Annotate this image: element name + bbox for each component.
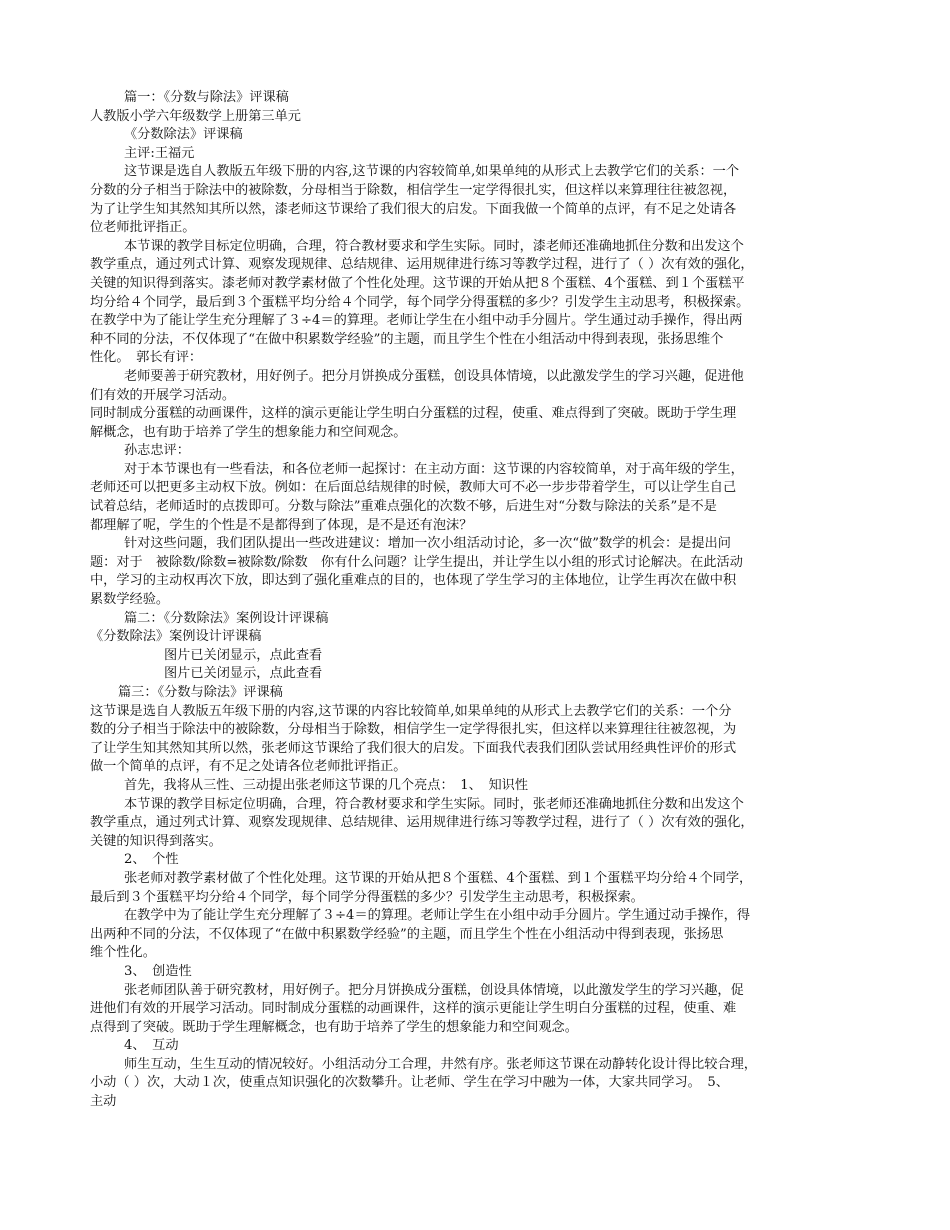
subheading: 4、 互动 xyxy=(124,1038,179,1054)
image-placeholder-link[interactable]: 图片已关闭显示，点此查看 xyxy=(164,666,323,682)
text-line: 针对这些问题，我们团队提出一些改进建议：增加一次小组活动讨论，多一次“做”数学的机会：是提出问 xyxy=(124,536,731,552)
text-line: 种不同的分法，不仅体现了“在做中积累数学经验”的主题，而且学生个性在小组活动中得到表现，张扬思维个 xyxy=(90,331,724,347)
text-line: 张老师对教学素材做了个性化处理。这节课的开始从把８个蛋糕、4个蛋糕、到１个蛋糕平均分给４个同学， xyxy=(124,870,753,886)
text-line: 累数学经验。 xyxy=(90,592,170,608)
text-line: 在教学中为了能让学生充分理解了３÷4＝的算理。老师让学生在小组中动手分圆片。学生通过动手操作，得出两 xyxy=(90,313,743,329)
text-line: 们有效的开展学习活动。 xyxy=(90,387,236,403)
text-line: 关键的知识得到落实。 xyxy=(90,833,222,849)
text-line: 这节课是选自人教版五年级下册的内容,这节课的内容较简单,如果单纯的从形式上去教学它们的关系：一个 xyxy=(124,164,740,180)
text-line: 孙志忠评： xyxy=(124,443,190,459)
text-line: 性化。 郭长有评： xyxy=(90,350,203,366)
text-line: 师生互动，生生互动的情况较好。小组活动分工合理，井然有序。张老师这节课在动静转化设计得比较合理， xyxy=(124,1056,757,1072)
text-line: 首先，我将从三性、三动提出张老师这节课的几个亮点： 1、 知识性 xyxy=(124,777,528,793)
text-line: 对于本节课也有一些看法，和各位老师一起探讨：在主动方面：这节课的内容较简单，对于高年级的学生， xyxy=(124,461,744,477)
text-line: 进他们有效的开展学习活动。同时制成分蛋糕的动画课件，这样的演示更能让学生明白分蛋糕的过程，使重、难 xyxy=(90,1001,737,1017)
text-line: 老师还可以把更多主动权下放。例如：在后面总结规律的时候，教师大可不必一步步带着学生，可以让学生自己 xyxy=(90,480,737,496)
text-line: 为了让学生知其然知其所以然，漆老师这节课给了我们很大的启发。下面我做一个简单的点评，有不足之处请各 xyxy=(90,201,737,217)
text-line: 关键的知识得到落实。漆老师对教学素材做了个性化处理。这节课的开始从把８个蛋糕、4个蛋糕、到１个蛋糕平 xyxy=(90,275,745,291)
text-line: 人教版小学六年级数学上册第三单元 xyxy=(90,108,301,124)
text-line: 本节课的教学目标定位明确，合理，符合教材要求和学生实际。同时，张老师还准确地抓住分数和出发这个 xyxy=(124,796,744,812)
section-heading: 篇三：《分数与除法》评课稿 xyxy=(118,685,283,700)
subheading: 2、 个性 xyxy=(124,852,179,868)
text-line: 都理解了呢，学生的个性是不是都得到了体现，是不是还有泡沫？ xyxy=(90,517,473,533)
text-line: 位老师批评指正。 xyxy=(90,220,196,236)
text-line: 主动 xyxy=(90,1094,117,1110)
text-line: 本节课的教学目标定位明确，合理，符合教材要求和学生实际。同时，漆老师还准确地抓住分数和出发这个 xyxy=(124,238,744,254)
subheading: 3、 创造性 xyxy=(124,963,192,979)
text-line: 维个性化。 xyxy=(90,945,156,961)
section-heading: 篇二：《分数除法》案例设计评课稿 xyxy=(124,610,329,626)
text-line: 小动（ ）次，大动１次，使重点知识强化的次数攀升。让老师、学生在学习中融为一体，大家共同学习。 5、 xyxy=(90,1075,729,1091)
text-line: 主评:王福元 xyxy=(124,145,195,161)
section-heading: 篇一：《分数与除法》评课稿 xyxy=(124,90,289,105)
text-line: 同时制成分蛋糕的动画课件，这样的演示更能让学生明白分蛋糕的过程，使重、难点得到了突破。既助于学生理 xyxy=(90,406,737,422)
text-line: 点得到了突破。既助于学生理解概念，也有助于培养了学生的想象能力和空间观念。 xyxy=(90,1019,578,1035)
text-line: 教学重点，通过列式计算、观察发现规律、总结规律、运用规律进行练习等教学过程，进行了（ ）次有效的强化， xyxy=(90,815,754,831)
text-line: 解概念，也有助于培养了学生的想象能力和空间观念。 xyxy=(90,424,407,440)
text-line: 题：对于 被除数/除数=被除数/除数 你有什么问题？让学生提出，并让学生以小组的形式讨论解决。在此活动 xyxy=(90,554,743,570)
text-line: 最后到３个蛋糕平均分给４个同学，每个同学分得蛋糕的多少？引发学生主动思考，积极探索。 xyxy=(90,889,644,905)
text-line: 老师要善于研究教材，用好例子。把分月饼换成分蛋糕，创设具体情境，以此激发学生的学习兴趣，促进他 xyxy=(124,368,744,384)
text-line: 教学重点，通过列式计算、观察发现规律、总结规律、运用规律进行练习等教学过程，进行了（ ）次有效的强化， xyxy=(90,257,754,273)
text-line: 做一个简单的点评，有不足之处请各位老师批评指正。 xyxy=(90,759,407,775)
text-line: 中，学习的主动权再次下放，即达到了强化重难点的目的，也体现了学生学习的主体地位，让学生再次在做中积 xyxy=(90,573,737,589)
text-line: 在教学中为了能让学生充分理解了３÷4＝的算理。老师让学生在小组中动手分圆片。学生通过动手操作，得 xyxy=(124,908,751,924)
text-line: 分数的分子相当于除法中的被除数，分母相当于除数，相信学生一定学得很扎实，但这样以来算理往往被忽视， xyxy=(90,182,737,198)
text-line: 均分给４个同学，最后到３个蛋糕平均分给４个同学，每个同学分得蛋糕的多少？引发学生主动思考，积极探索。 xyxy=(90,294,750,310)
text-line: 了让学生知其然知其所以然，张老师这节课给了我们很大的启发。下面我代表我们团队尝试用经典性评价的形式 xyxy=(90,740,737,756)
text-line: 《分数除法》评课稿 xyxy=(124,127,243,143)
image-placeholder-link[interactable]: 图片已关闭显示，点此查看 xyxy=(164,647,323,663)
text-line: 数的分子相当于除法中的被除数，分母相当于除数，相信学生一定学得很扎实，但这样以来算理往往被忽视，为 xyxy=(90,722,737,738)
text-line: 出两种不同的分法，不仅体现了“在做中积累数学经验”的主题，而且学生个性在小组活动中得到表现，张扬思 xyxy=(90,926,724,942)
document-body xyxy=(90,89,880,1112)
text-line: 张老师团队善于研究教材，用好例子。把分月饼换成分蛋糕，创设具体情境，以此激发学生的学习兴趣，促 xyxy=(124,982,744,998)
text-line: 这节课是选自人教版五年级下册的内容,这节课的内容比较简单,如果单纯的从形式上去教学它们的关系：一个分 xyxy=(90,703,732,719)
text-line: 《分数除法》案例设计评课稿 xyxy=(90,629,262,645)
text-line: 试着总结，老师适时的点拨即可。分数与除法”重难点强化的次数不够，后进生对“分数与除法的关系”是不是 xyxy=(90,499,717,515)
